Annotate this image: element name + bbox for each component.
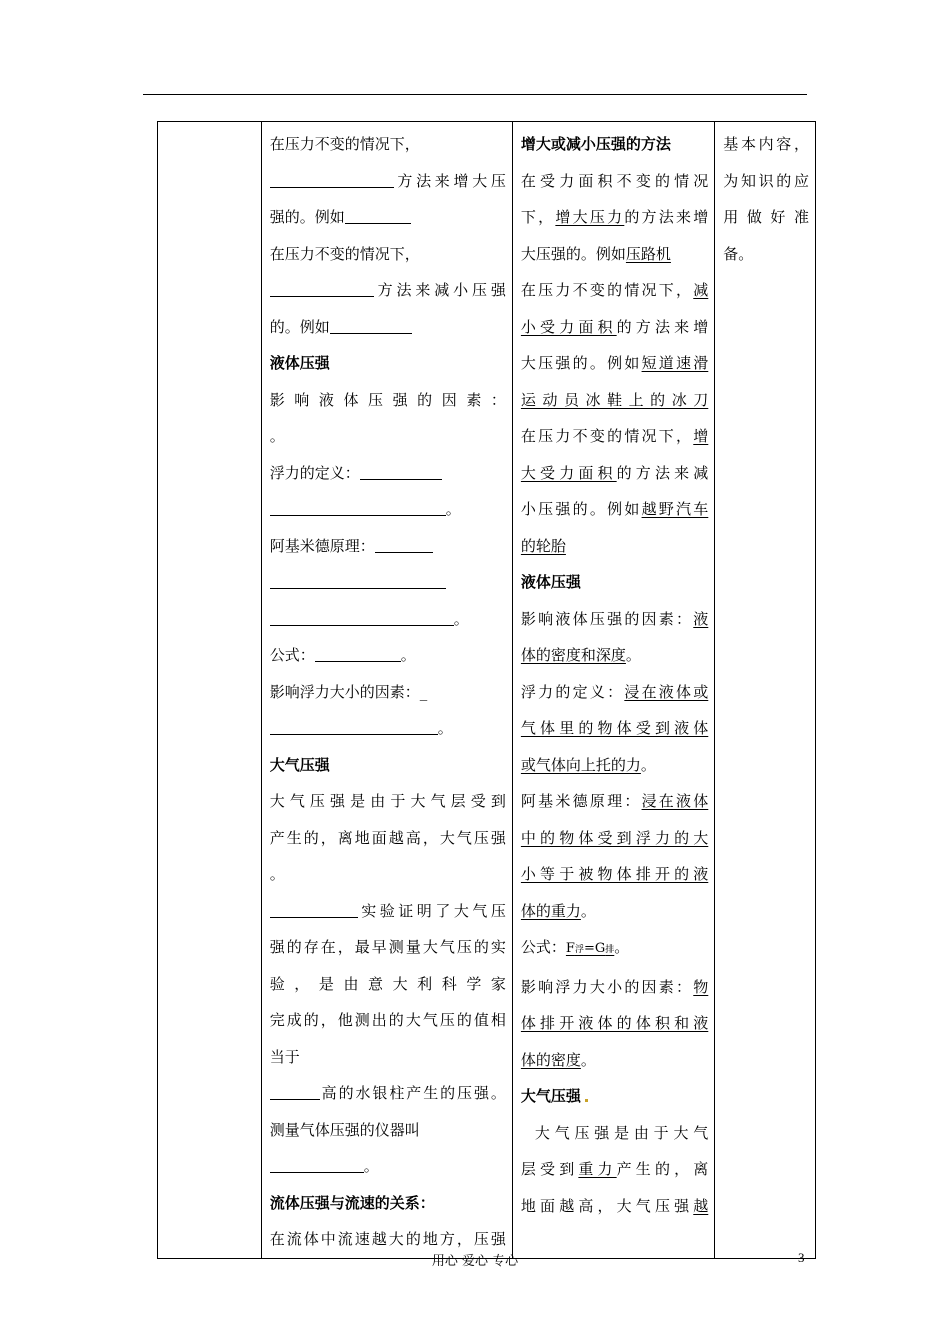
answer-text: 减: [693, 281, 709, 299]
table-row: [158, 122, 816, 1259]
section-heading: 大气压强: [521, 1078, 708, 1115]
text-line: 影响液体压强的因素：: [269, 390, 506, 409]
answer-text: 液: [693, 609, 709, 628]
text-line: 高的水银柱产生的压强。: [270, 1075, 506, 1112]
mark-dot: [585, 1099, 588, 1102]
text-line: 下，增大压力的方法来增: [520, 208, 709, 226]
answer-text: 的轮胎: [520, 536, 566, 555]
text-line: 在流体中流速越大的地方，压强: [269, 1230, 506, 1248]
text-line: 。: [270, 491, 506, 528]
answer-text: 压路机: [625, 244, 671, 263]
fill-blank: [270, 500, 446, 516]
text-line: 阿基米德原理：浸在液体: [520, 792, 709, 810]
text-line: 在压力不变的情况下，: [269, 135, 420, 153]
text-line: 备。: [723, 244, 754, 263]
answer-text: 增大压力: [555, 208, 625, 226]
fill-blank: [375, 537, 433, 553]
text-line: 体的密度。: [520, 1050, 596, 1069]
text-line: 在受力面积不变的情况: [520, 171, 709, 190]
text-line: 体的密度和深度。: [520, 646, 641, 664]
answer-text: 运动员冰鞋上的冰刀: [520, 390, 709, 409]
design-intent-cell: [715, 122, 816, 1259]
lesson-table: [157, 121, 816, 1259]
formula-line: 公式：F浮=G排。: [520, 938, 630, 956]
text-line: 产生的，离地面越高，大气压强: [269, 828, 506, 847]
text-line: 方法来增大压: [270, 163, 506, 200]
answer-text: 越: [693, 1196, 709, 1215]
text-line: 大气压强是由于大气: [534, 1123, 709, 1142]
text-line: 完成的，他测出的大气压的值相: [269, 1011, 506, 1029]
text-line: 。: [269, 865, 285, 883]
answer-text: 小受力面积: [520, 317, 617, 336]
text-line: [521, 382, 708, 419]
answer-text: 越野汽车: [641, 500, 709, 518]
text-line: 或气体向上托的力。: [520, 755, 656, 774]
text-line: 为知识的应: [723, 171, 809, 190]
text-line: 影响浮力大小的因素：_: [269, 682, 428, 701]
section-heading: 液体压强: [269, 354, 330, 372]
text-line: [521, 856, 708, 893]
fill-blank: [330, 318, 412, 334]
answer-text: 或气体向上托的力: [520, 755, 641, 774]
text-line: 当于: [269, 1047, 300, 1066]
text-line: 层受到重力产生的，离: [520, 1160, 709, 1178]
text-line: [521, 528, 708, 565]
text-line: 浮力的定义：: [270, 455, 506, 492]
answer-text: 小等于被物体排开的液: [520, 865, 709, 883]
answer-key-cell: [512, 122, 714, 1259]
answer-text: 体的重力: [520, 901, 581, 920]
fill-blank: [270, 719, 438, 735]
text-line: 影响液体压强的因素：液: [520, 609, 709, 628]
buoyancy-formula: F浮=G排: [565, 941, 615, 956]
page-number: 3: [798, 1250, 805, 1265]
section-heading: 大气压强: [269, 755, 330, 774]
student-worksheet-cell: [261, 122, 512, 1259]
answer-text: 短道速滑: [641, 354, 709, 372]
fill-blank: [270, 573, 446, 589]
fill-blank: [270, 1157, 364, 1173]
text-line: 体的重力。: [520, 901, 596, 920]
text-line: 强的。例如: [270, 199, 506, 236]
text-line: 在压力不变的情况下，增: [520, 427, 709, 445]
answer-text: 中的物体受到浮力的大: [520, 828, 709, 847]
answer-text: 大受力面积: [520, 463, 617, 482]
text-line: 的。例如: [270, 309, 506, 346]
fill-blank: [270, 281, 374, 297]
header-rule: [143, 94, 807, 95]
section-heading: 流体压强与流速的关系：: [269, 1193, 435, 1212]
text-line: 浮力的定义：浸在液体或: [520, 682, 709, 701]
text-line: 影响浮力大小的因素：物: [520, 977, 709, 996]
text-line: 在压力不变的情况下，: [269, 244, 420, 263]
text-line: [270, 564, 506, 601]
text-line: 在压力不变的情况下，减: [520, 281, 709, 299]
text-line: [521, 1005, 708, 1042]
answer-text: 气体里的物体受到液体: [520, 719, 709, 737]
answer-text: 体排开液体的体积和液: [520, 1014, 709, 1032]
answer-text: 体的密度: [520, 1050, 581, 1069]
stage-cell: [158, 122, 262, 1259]
text-line: 。: [270, 710, 506, 747]
text-line: 。: [269, 427, 285, 445]
answer-text: 体的密度和深度: [520, 646, 626, 664]
text-line: [521, 820, 708, 857]
text-line: 。: [270, 1148, 506, 1185]
answer-text: 浸在液体或: [624, 682, 709, 701]
answer-text: 浸在液体: [641, 792, 709, 810]
answer-text: 增: [693, 427, 709, 445]
text-line: 。: [270, 601, 506, 638]
text-line: 大压强的。例如压路机: [520, 244, 671, 263]
text-line: 小压强的。例如越野汽车: [520, 500, 709, 518]
answer-text: 重力: [578, 1160, 617, 1178]
fill-blank: [360, 464, 442, 480]
fill-blank: [315, 646, 401, 662]
text-line: 方法来减小压强: [270, 272, 506, 309]
text-line: 强的存在，最早测量大气压的实: [269, 938, 506, 956]
text-line: 公式： 。: [269, 646, 416, 664]
fill-blank: [345, 208, 411, 224]
answer-text: 物: [693, 977, 709, 996]
fill-blank: [270, 610, 454, 626]
text-line: 验，是由意大利科学家: [269, 974, 506, 993]
text-line: 阿基米德原理：: [270, 528, 506, 565]
text-line: 大压强的。例如短道速滑: [520, 354, 709, 372]
page-footer: 用心 爱心 专心: [431, 1254, 519, 1269]
text-line: 实验证明了大气压: [270, 893, 506, 930]
text-line: 测量气体压强的仪器叫: [269, 1120, 420, 1139]
text-line: 地面越高，大气压强越: [520, 1196, 709, 1215]
fill-blank: [270, 1084, 320, 1100]
text-line: 大气压强是由于大气层受到: [269, 792, 506, 810]
text-line: 用做好准: [723, 208, 809, 226]
text-line: [521, 710, 708, 747]
fill-blank: [270, 172, 394, 188]
text-line: 基本内容，: [723, 135, 809, 153]
section-heading: 增大或减小压强的方法: [520, 135, 671, 153]
fill-blank: [270, 902, 358, 918]
section-heading: 液体压强: [520, 573, 581, 591]
text-line: 大受力面积的方法来减: [520, 463, 709, 482]
text-line: 小受力面积的方法来增: [520, 317, 709, 336]
